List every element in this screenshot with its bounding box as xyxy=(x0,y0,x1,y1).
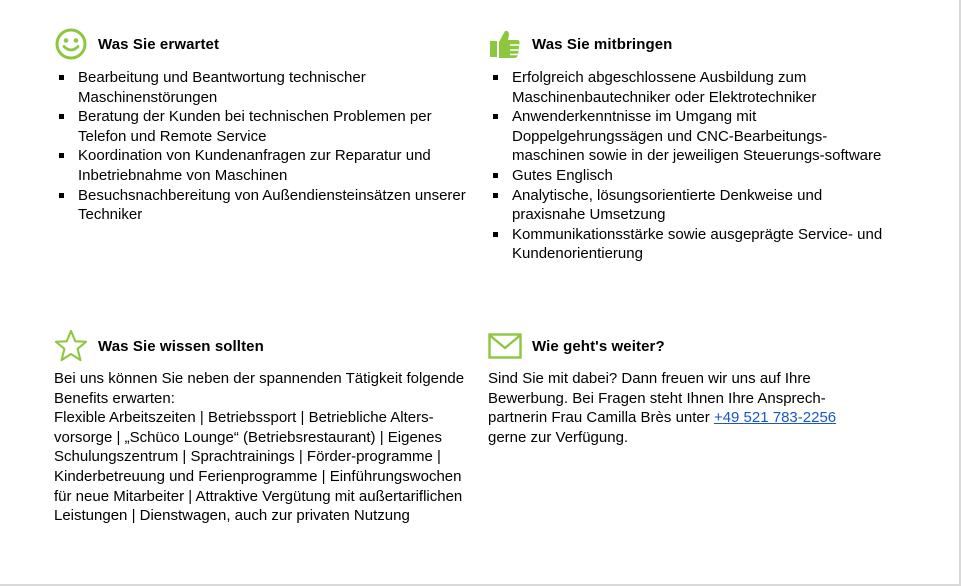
list-item: Kommunikationsstärke sowie ausgeprägte Service- und Kundenorientierung xyxy=(488,225,893,264)
star-icon xyxy=(54,329,88,363)
next-text-after: gerne zur Verfügung. xyxy=(488,428,629,446)
thumbs-up-icon xyxy=(488,27,522,61)
know-benefits: Flexible Arbeitszeiten | Betriebssport | Betriebliche Alters-vorsorge | „Schüco Lounge“ (Betriebsrestaurant) | Eigenes Schulungszentrum | Sprachtrainings | Förder-programme | Kinderbetreuung und Ferienprogramme | Einführungswochen für neue Mitarbeiter | Attraktive Vergütung mit außertariflichen Leistungen | Dienstwagen, auch zur privaten Nutzung xyxy=(54,409,463,525)
section-know xyxy=(54,328,472,526)
list-item: Besuchsnachbereitung von Außendiensteinsätzen unserer Techniker xyxy=(54,186,474,225)
section-next xyxy=(488,328,878,447)
bring-list xyxy=(488,68,893,264)
list-item: Analytische, lösungsorientierte Denkweise und praxisnahe Umsetzung xyxy=(488,186,893,225)
expect-list xyxy=(54,68,474,225)
section-know-heading xyxy=(54,328,472,364)
know-intro: Bei uns können Sie neben der spannenden Tätigkeit folgende Benefits erwarten: xyxy=(54,370,465,407)
list-item: Koordination von Kundenanfragen zur Reparatur und Inbetriebnahme von Maschinen xyxy=(54,146,474,185)
smiley-icon xyxy=(54,27,88,61)
list-item: Bearbeitung und Beantwortung technischer Maschinenstörungen xyxy=(54,68,474,107)
next-text xyxy=(488,369,878,447)
section-expect-title: Was Sie erwartet xyxy=(98,35,220,53)
phone-link[interactable]: +49 521 783-2256 xyxy=(713,409,837,427)
list-item: Erfolgreich abgeschlossene Ausbildung zum Maschinenbautechniker oder Elektrotechniker xyxy=(488,68,893,107)
section-bring-title: Was Sie mitbringen xyxy=(532,35,673,53)
list-item: Beratung der Kunden bei technischen Problemen per Telefon und Remote Service xyxy=(54,107,474,146)
section-know-title: Was Sie wissen sollten xyxy=(98,337,264,355)
section-bring-heading xyxy=(488,26,893,62)
section-next-title: Wie geht's weiter? xyxy=(532,337,665,355)
list-item: Anwenderkenntnisse im Umgang mit Doppelgehrungssägen und CNC-Bearbeitungs-maschinen sowie in der jeweiligen Steuerungs-software xyxy=(488,107,893,166)
next-text-before: Sind Sie mit dabei? Dann freuen wir uns auf Ihre Bewerbung. Bei Fragen steht Ihnen Ihre Ansprech-partnerin Frau Camilla Brès unter xyxy=(488,370,826,427)
section-expect xyxy=(54,26,474,225)
list-item: Gutes Englisch xyxy=(488,166,893,186)
section-bring xyxy=(488,26,893,264)
section-next-heading xyxy=(488,328,878,364)
envelope-icon xyxy=(488,329,522,363)
section-expect-heading xyxy=(54,26,474,62)
